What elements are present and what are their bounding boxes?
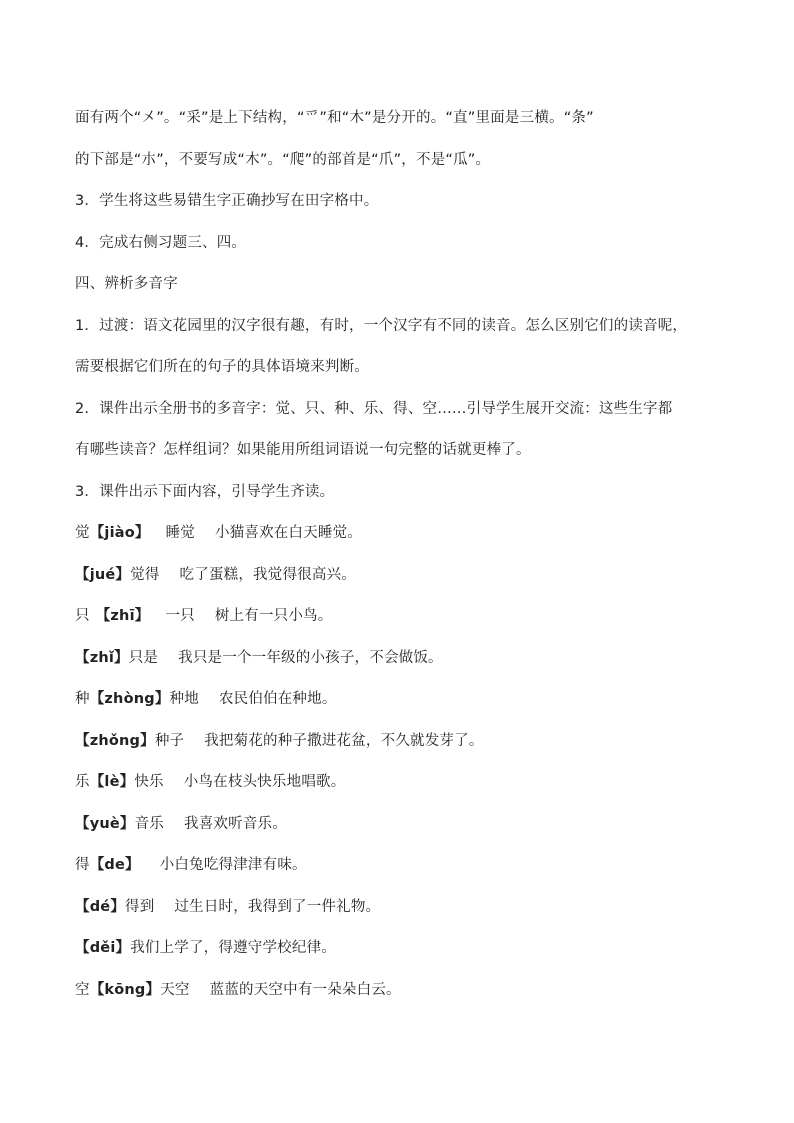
polyphone-word: 种子 (154, 732, 185, 749)
polyphone-row (75, 772, 725, 792)
paragraph-line: 有哪些读音？怎样组词？如果能用所组词语说一句完整的话就更棒了。 (75, 442, 531, 458)
polyphone-sentence: 小白兔吃得津津有味。 (159, 857, 307, 873)
polyphone-row (75, 689, 725, 709)
paragraph-line: 3．学生将这些易错生字正确抄写在田字格中。 (75, 193, 379, 209)
polyphone-row (75, 897, 725, 917)
polyphone-word: 种地 (169, 691, 199, 707)
polyphone-pinyin: 【zhòng】 (89, 691, 170, 707)
polyphone-row (75, 523, 725, 543)
polyphone-pinyin: 【kōng】 (89, 981, 161, 998)
paragraph-line: 3．课件出示下面内容，引导学生齐读。 (75, 483, 335, 500)
polyphone-word: 天空 (160, 981, 190, 998)
polyphone-sentence: 小猫喜欢在白天睡觉。 (215, 525, 362, 541)
polyphone-sentence: 小鸟在枝头快乐地唱歌。 (183, 774, 346, 790)
polyphone-row (75, 565, 725, 585)
paragraph-line: 1．过渡：语文花园里的汉字很有趣，有时，一个汉字有不同的读音。怎么区别它们的读音呢， (75, 317, 688, 334)
polyphone-char: 空 (75, 981, 90, 998)
polyphone-pinyin: 【yuè】 (75, 815, 135, 832)
polyphone-row (75, 814, 725, 834)
section-heading: 四、辨析多音字 (75, 276, 178, 292)
polyphone-pinyin: 【lè】 (89, 774, 135, 790)
polyphone-sentence: 吃了蛋糕，我觉得很高兴。 (179, 566, 356, 583)
polyphone-pinyin: 【zhǒng】 (75, 732, 155, 749)
polyphone-word: 音乐 (134, 815, 165, 832)
polyphone-row (75, 648, 725, 668)
polyphone-word: 觉得 (130, 566, 160, 583)
polyphone-word: 一只 (165, 608, 195, 624)
polyphone-char: 得 (75, 857, 90, 873)
polyphone-char: 觉 (75, 525, 90, 541)
polyphone-sentence: 过生日时，我得到了一件礼物。 (174, 898, 381, 915)
polyphone-row (75, 855, 725, 875)
paragraph-line: 面有两个“㐅”。“采”是上下结构，“爫”和“木”是分开的。“直”里面是三横。“条” (75, 110, 594, 126)
document-body (75, 108, 725, 1021)
polyphone-pinyin: 【de】 (89, 857, 140, 873)
polyphone-pinyin: 【jué】 (75, 566, 131, 583)
polyphone-sentence: 我把菊花的种子撒进花盆，不久就发芽了。 (204, 732, 484, 749)
polyphone-char: 只 (75, 608, 90, 624)
polyphone-sentence: 我喜欢听音乐。 (184, 815, 287, 832)
polyphone-sentence: 我们上学了，得遵守学校纪律。 (130, 940, 336, 956)
polyphone-char: 种 (75, 691, 90, 707)
paragraph-line: 4．完成右侧习题三、四。 (75, 234, 247, 251)
polyphone-word: 得到 (125, 898, 155, 915)
paragraph-line: 2．课件出示全册书的多音字：觉、只、种、乐、得、空……引导学生展开交流：这些生字都 (75, 400, 673, 417)
polyphone-pinyin: 【dé】 (75, 898, 126, 915)
polyphone-sentence: 蓝蓝的天空中有一朵朵白云。 (209, 981, 401, 998)
polyphone-sentence: 树上有一只小鸟。 (214, 608, 333, 624)
polyphone-sentence: 我只是一个一年级的小孩子，不会做饭。 (178, 649, 443, 666)
polyphone-pinyin: 【jiào】 (89, 525, 150, 541)
polyphone-row (75, 731, 725, 751)
polyphone-sentence: 农民伯伯在种地。 (218, 691, 337, 707)
polyphone-pinyin: 【zhǐ】 (75, 649, 129, 666)
polyphone-word: 睡觉 (165, 525, 195, 541)
polyphone-pinyin: 【zhī】 (95, 608, 150, 624)
polyphone-char: 乐 (75, 774, 90, 790)
polyphone-word: 只是 (128, 649, 159, 666)
polyphone-pinyin: 【děi】 (75, 940, 131, 956)
polyphone-word: 快乐 (134, 774, 164, 790)
paragraph-line: 的下部是“朩”，不要写成“木”。“爬”的部首是“爪”，不是“瓜”。 (75, 151, 491, 168)
polyphone-row (75, 980, 725, 1000)
polyphone-row (75, 606, 725, 626)
polyphone-row (75, 938, 725, 958)
paragraph-line: 需要根据它们所在的句子的具体语境来判断。 (75, 359, 369, 375)
